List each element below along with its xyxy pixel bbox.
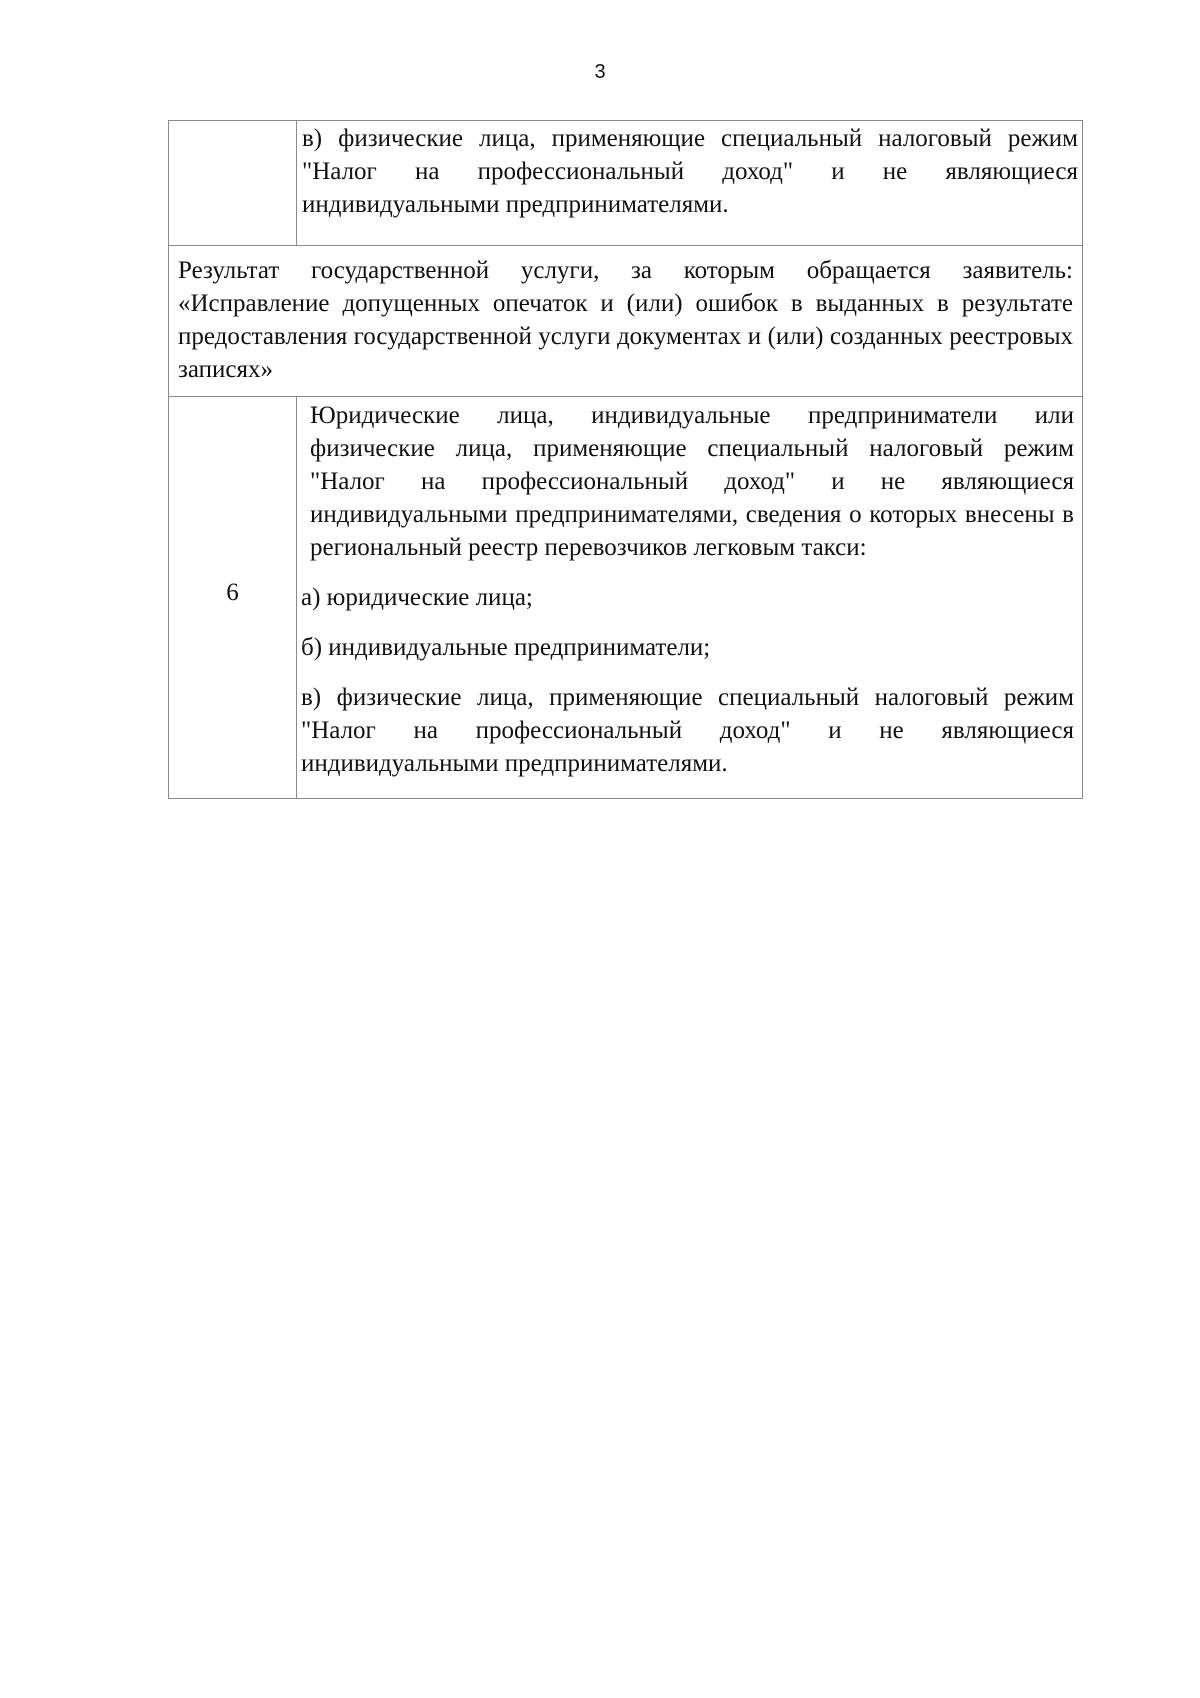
row-text-cell xyxy=(297,397,1083,799)
table-row xyxy=(169,246,1083,397)
table-row xyxy=(169,397,1083,799)
row-number: 6 xyxy=(226,579,239,606)
category-item-b: б) индивидуальные предприниматели; xyxy=(301,634,711,661)
row-number-cell xyxy=(169,397,297,799)
service-result-text: Результат государственной услуги, за которым обращается заявитель: «Исправление допущенных опечаток и (или) ошибок в выданных в результате предоставления государственной услуги документах и (или) созданных реестровых записях» xyxy=(178,257,1073,383)
result-heading-cell xyxy=(169,246,1083,397)
row-number-cell xyxy=(169,121,297,246)
category-item-c: в) физические лица, применяющие специальный налоговый режим "Налог на профессиональный доход" и не являющиеся индивидуальными предпринимателями. xyxy=(302,125,1078,218)
table-row xyxy=(169,121,1083,246)
category-item-a: а) юридические лица; xyxy=(301,584,533,611)
applicant-description: Юридические лица, индивидуальные предприниматели или физические лица, применяющие специальный налоговый режим "Налог на профессиональный доход" и не являющиеся индивидуальными предпринимателями, сведения о которых внесены в региональный реестр перевозчиков легковым такси: xyxy=(310,402,1074,561)
applicant-categories-table xyxy=(168,120,1083,799)
row-text-cell xyxy=(297,121,1083,246)
category-item-c: в) физические лица, применяющие специальный налоговый режим "Налог на профессиональный доход" и не являющиеся индивидуальными предпринимателями. xyxy=(301,684,1074,777)
page-number: 3 xyxy=(594,61,606,83)
